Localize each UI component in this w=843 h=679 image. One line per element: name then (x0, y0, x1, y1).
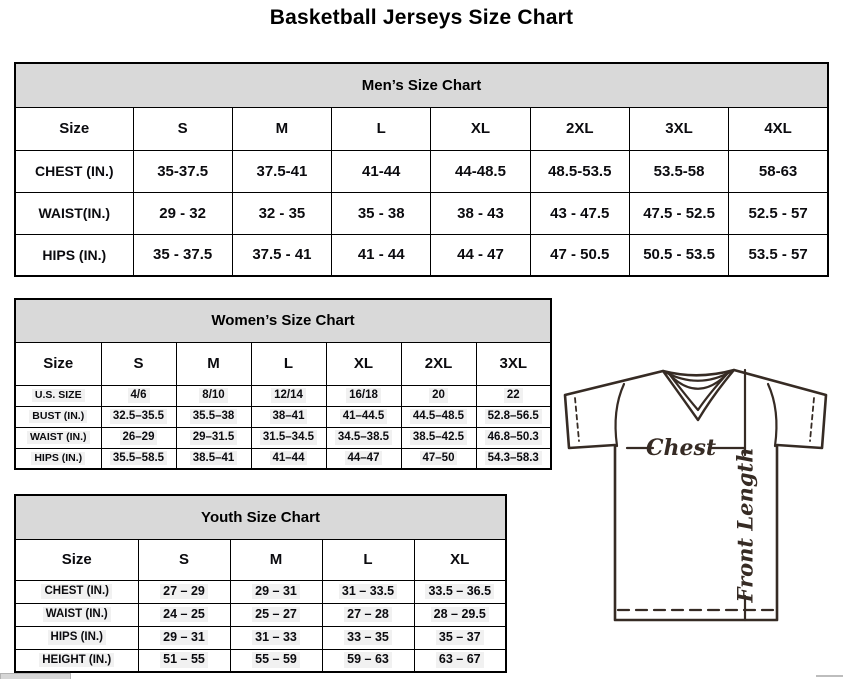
youth-corner-cell: Size (15, 539, 138, 580)
womens-table-header-band (15, 299, 551, 342)
womens-cell: 47–50 (401, 448, 476, 469)
mens-cell: 53.5 - 57 (729, 234, 828, 276)
youth-cell: 27 – 29 (138, 580, 230, 603)
horizontal-scrollbar-fragment[interactable] (816, 675, 843, 677)
womens-row-label: BUST (IN.) (15, 406, 101, 427)
mens-cell: 44 - 47 (431, 234, 530, 276)
youth-height-row (15, 649, 506, 672)
womens-us-size-row (15, 385, 551, 406)
youth-cell: 28 – 29.5 (414, 603, 506, 626)
youth-table-title: Youth Size Chart (15, 495, 506, 539)
youth-size-header-row (15, 539, 506, 580)
womens-cell: 16/18 (326, 385, 401, 406)
youth-cell: 33.5 – 36.5 (414, 580, 506, 603)
mens-cell: 41-44 (332, 150, 431, 192)
youth-cell: 33 – 35 (322, 626, 414, 649)
mens-hips-row (15, 234, 828, 276)
womens-cell: 29–31.5 (176, 427, 251, 448)
womens-size-col: L (251, 342, 326, 385)
mens-cell: 41 - 44 (332, 234, 431, 276)
womens-cell: 31.5–34.5 (251, 427, 326, 448)
mens-cell: 35 - 38 (332, 192, 431, 234)
youth-cell: 59 – 63 (322, 649, 414, 672)
mens-cell: 53.5-58 (629, 150, 728, 192)
womens-size-table (14, 298, 552, 470)
womens-cell: 52.8–56.5 (476, 406, 551, 427)
womens-cell: 54.3–58.3 (476, 448, 551, 469)
jersey-armhole-seam-right (768, 384, 776, 446)
womens-cell: 34.5–38.5 (326, 427, 401, 448)
womens-cell: 20 (401, 385, 476, 406)
womens-size-col: M (176, 342, 251, 385)
youth-size-table (14, 494, 507, 673)
mens-cell: 38 - 43 (431, 192, 530, 234)
mens-cell: 47.5 - 52.5 (629, 192, 728, 234)
mens-size-table (14, 62, 829, 277)
youth-cell: 29 – 31 (230, 580, 322, 603)
mens-size-col: M (232, 107, 331, 150)
mens-cell: 29 - 32 (133, 192, 232, 234)
jersey-cuff-dash-right (810, 398, 814, 441)
womens-hips-row (15, 448, 551, 469)
mens-cell: 35-37.5 (133, 150, 232, 192)
womens-bust-row (15, 406, 551, 427)
womens-size-col: 3XL (476, 342, 551, 385)
mens-cell: 32 - 35 (232, 192, 331, 234)
youth-size-col: XL (414, 539, 506, 580)
womens-cell: 22 (476, 385, 551, 406)
jersey-measurement-diagram (561, 360, 843, 628)
mens-cell: 37.5-41 (232, 150, 331, 192)
youth-cell: 24 – 25 (138, 603, 230, 626)
womens-cell: 38–41 (251, 406, 326, 427)
womens-cell: 44.5–48.5 (401, 406, 476, 427)
womens-row-label: HIPS (IN.) (15, 448, 101, 469)
youth-chest-row (15, 580, 506, 603)
youth-waist-row (15, 603, 506, 626)
mens-cell: 58-63 (729, 150, 828, 192)
jersey-cuff-dash-left (575, 398, 579, 441)
womens-cell: 32.5–35.5 (101, 406, 176, 427)
womens-size-col: 2XL (401, 342, 476, 385)
youth-row-label: CHEST (IN.) (15, 580, 138, 603)
mens-size-col: L (332, 107, 431, 150)
chest-label: Chest (645, 435, 717, 461)
womens-size-header-row (15, 342, 551, 385)
womens-cell: 41–44 (251, 448, 326, 469)
youth-table-header-band (15, 495, 506, 539)
womens-cell: 38.5–41 (176, 448, 251, 469)
youth-size-col: L (322, 539, 414, 580)
womens-cell: 46.8–50.3 (476, 427, 551, 448)
youth-cell: 63 – 67 (414, 649, 506, 672)
womens-row-label: U.S. SIZE (15, 385, 101, 406)
mens-chest-row (15, 150, 828, 192)
horizontal-scrollbar-thumb[interactable] (0, 673, 71, 679)
womens-cell: 44–47 (326, 448, 401, 469)
womens-waist-row (15, 427, 551, 448)
mens-size-col: 4XL (729, 107, 828, 150)
youth-size-col: M (230, 539, 322, 580)
mens-size-col: 2XL (530, 107, 629, 150)
mens-size-header-row (15, 107, 828, 150)
youth-cell: 29 – 31 (138, 626, 230, 649)
womens-cell: 35.5–38 (176, 406, 251, 427)
youth-cell: 25 – 27 (230, 603, 322, 626)
mens-waist-row (15, 192, 828, 234)
mens-row-label: HIPS (IN.) (15, 234, 133, 276)
mens-cell: 47 - 50.5 (530, 234, 629, 276)
womens-cell: 26–29 (101, 427, 176, 448)
youth-cell: 31 – 33.5 (322, 580, 414, 603)
mens-size-col: S (133, 107, 232, 150)
mens-table-title: Men’s Size Chart (15, 63, 828, 107)
womens-cell: 12/14 (251, 385, 326, 406)
mens-cell: 44-48.5 (431, 150, 530, 192)
mens-size-col: 3XL (629, 107, 728, 150)
youth-cell: 55 – 59 (230, 649, 322, 672)
mens-size-col: XL (431, 107, 530, 150)
page-title: Basketball Jerseys Size Chart (269, 6, 574, 29)
mens-cell: 52.5 - 57 (729, 192, 828, 234)
womens-size-col: S (101, 342, 176, 385)
youth-cell: 51 – 55 (138, 649, 230, 672)
mens-corner-cell: Size (15, 107, 133, 150)
mens-cell: 50.5 - 53.5 (629, 234, 728, 276)
womens-row-label: WAIST (IN.) (15, 427, 101, 448)
mens-cell: 37.5 - 41 (232, 234, 331, 276)
youth-cell: 27 – 28 (322, 603, 414, 626)
youth-row-label: WAIST (IN.) (15, 603, 138, 626)
mens-cell: 43 - 47.5 (530, 192, 629, 234)
youth-cell: 31 – 33 (230, 626, 322, 649)
womens-corner-cell: Size (15, 342, 101, 385)
youth-cell: 35 – 37 (414, 626, 506, 649)
womens-cell: 8/10 (176, 385, 251, 406)
mens-cell: 48.5-53.5 (530, 150, 629, 192)
mens-row-label: WAIST(IN.) (15, 192, 133, 234)
womens-cell: 38.5–42.5 (401, 427, 476, 448)
jersey-armhole-seam-left (616, 384, 624, 446)
womens-cell: 4/6 (101, 385, 176, 406)
youth-hips-row (15, 626, 506, 649)
youth-row-label: HIPS (IN.) (15, 626, 138, 649)
womens-cell: 35.5–58.5 (101, 448, 176, 469)
womens-cell: 41–44.5 (326, 406, 401, 427)
womens-size-col: XL (326, 342, 401, 385)
mens-table-header-band (15, 63, 828, 107)
youth-row-label: HEIGHT (IN.) (15, 649, 138, 672)
front-length-label: Front Length (732, 447, 758, 603)
mens-cell: 35 - 37.5 (133, 234, 232, 276)
womens-table-title: Women’s Size Chart (15, 299, 551, 342)
mens-row-label: CHEST (IN.) (15, 150, 133, 192)
youth-size-col: S (138, 539, 230, 580)
